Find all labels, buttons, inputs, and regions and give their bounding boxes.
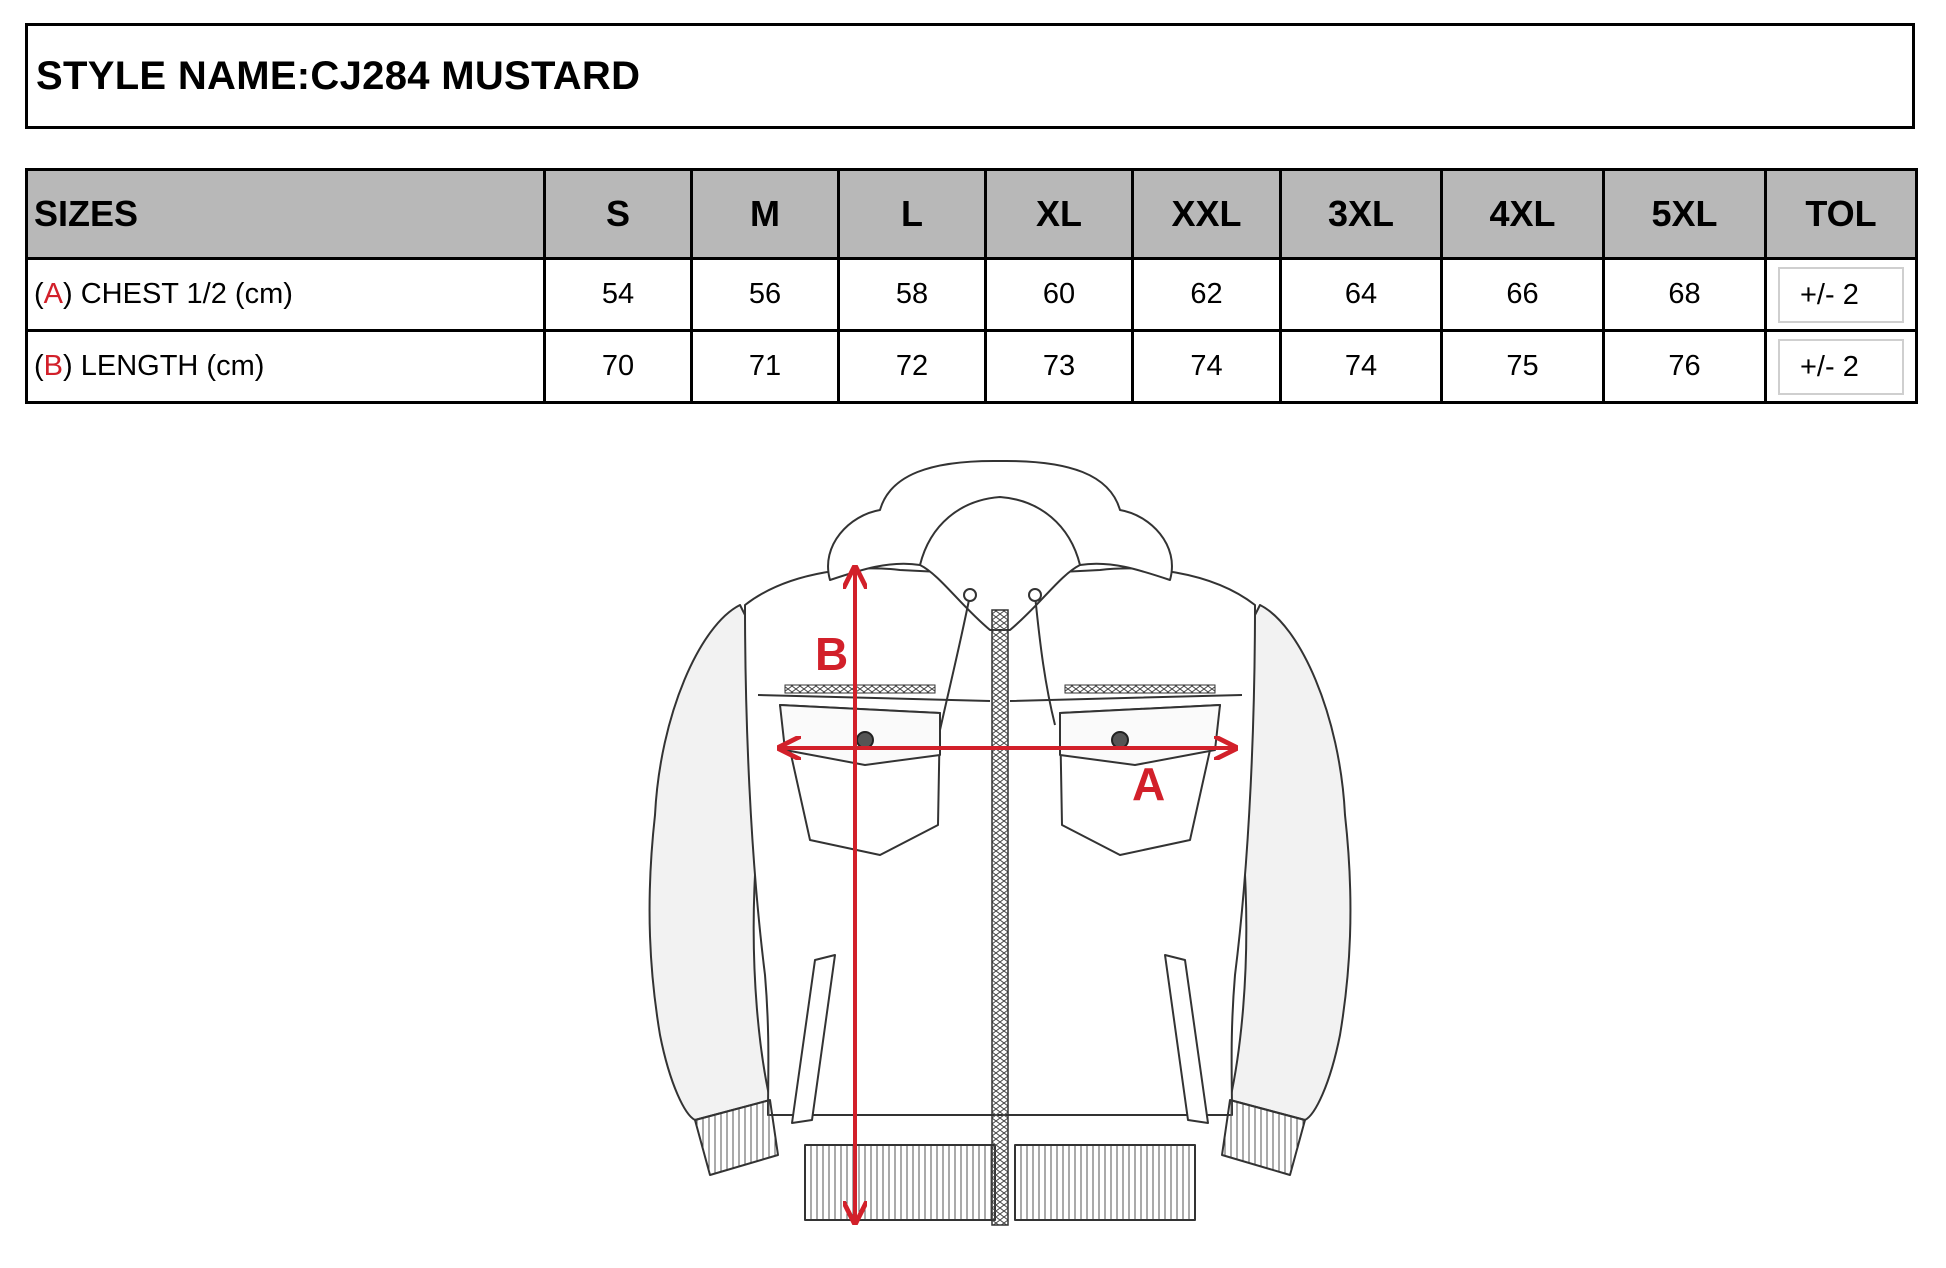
left-eyelet <box>964 589 976 601</box>
style-name-title: STYLE NAME:CJ284 MUSTARD <box>36 53 641 98</box>
measure-letter-b: B <box>43 350 64 382</box>
size-chart-table <box>25 168 1918 404</box>
header-size-5xl: 5XL <box>1604 170 1766 259</box>
cell-chest-3xl: 64 <box>1281 259 1442 331</box>
cell-length-xl: 73 <box>986 331 1133 403</box>
cell-length-xxl: 74 <box>1133 331 1281 403</box>
measure-label-a: A <box>1132 758 1166 810</box>
cell-length-4xl: 75 <box>1442 331 1604 403</box>
row-label-chest: (A) CHEST 1/2 (cm) <box>27 259 545 331</box>
jacket-technical-sketch <box>640 455 1360 1245</box>
header-row <box>27 170 1917 259</box>
tol-value-chest: +/- 2 <box>1778 267 1904 323</box>
style-name-box <box>25 23 1915 129</box>
right-eyelet <box>1029 589 1041 601</box>
cell-chest-4xl: 66 <box>1442 259 1604 331</box>
table-row-length <box>27 331 1917 403</box>
cell-length-3xl: 74 <box>1281 331 1442 403</box>
measure-name-chest: CHEST 1/2 (cm) <box>80 278 293 310</box>
header-size-m: M <box>692 170 839 259</box>
right-chest-zipper <box>1065 685 1215 693</box>
waistband-left <box>805 1145 995 1220</box>
header-size-l: L <box>839 170 986 259</box>
waistband-right <box>1015 1145 1195 1220</box>
left-chest-zipper <box>785 685 935 693</box>
cell-chest-tol <box>1766 259 1917 331</box>
tol-value-length: +/- 2 <box>1778 339 1904 395</box>
table-row-chest <box>27 259 1917 331</box>
cell-length-tol <box>1766 331 1917 403</box>
header-size-s: S <box>545 170 692 259</box>
cell-chest-xl: 60 <box>986 259 1133 331</box>
cell-length-s: 70 <box>545 331 692 403</box>
header-size-3xl: 3XL <box>1281 170 1442 259</box>
header-tol: TOL <box>1766 170 1917 259</box>
cell-length-5xl: 76 <box>1604 331 1766 403</box>
row-label-length: (B) LENGTH (cm) <box>27 331 545 403</box>
right-pocket-button <box>1112 732 1128 748</box>
header-sizes: SIZES <box>27 170 545 259</box>
left-pocket-button <box>857 732 873 748</box>
cell-chest-l: 58 <box>839 259 986 331</box>
cell-length-l: 72 <box>839 331 986 403</box>
measure-name-length: LENGTH (cm) <box>80 350 265 382</box>
header-size-xxl: XXL <box>1133 170 1281 259</box>
cell-chest-s: 54 <box>545 259 692 331</box>
header-size-4xl: 4XL <box>1442 170 1604 259</box>
cell-chest-xxl: 62 <box>1133 259 1281 331</box>
center-zipper <box>992 610 1008 1225</box>
cell-length-m: 71 <box>692 331 839 403</box>
header-size-xl: XL <box>986 170 1133 259</box>
cell-chest-m: 56 <box>692 259 839 331</box>
measure-letter-a: A <box>43 278 64 310</box>
measure-label-b: B <box>815 628 849 680</box>
cell-chest-5xl: 68 <box>1604 259 1766 331</box>
